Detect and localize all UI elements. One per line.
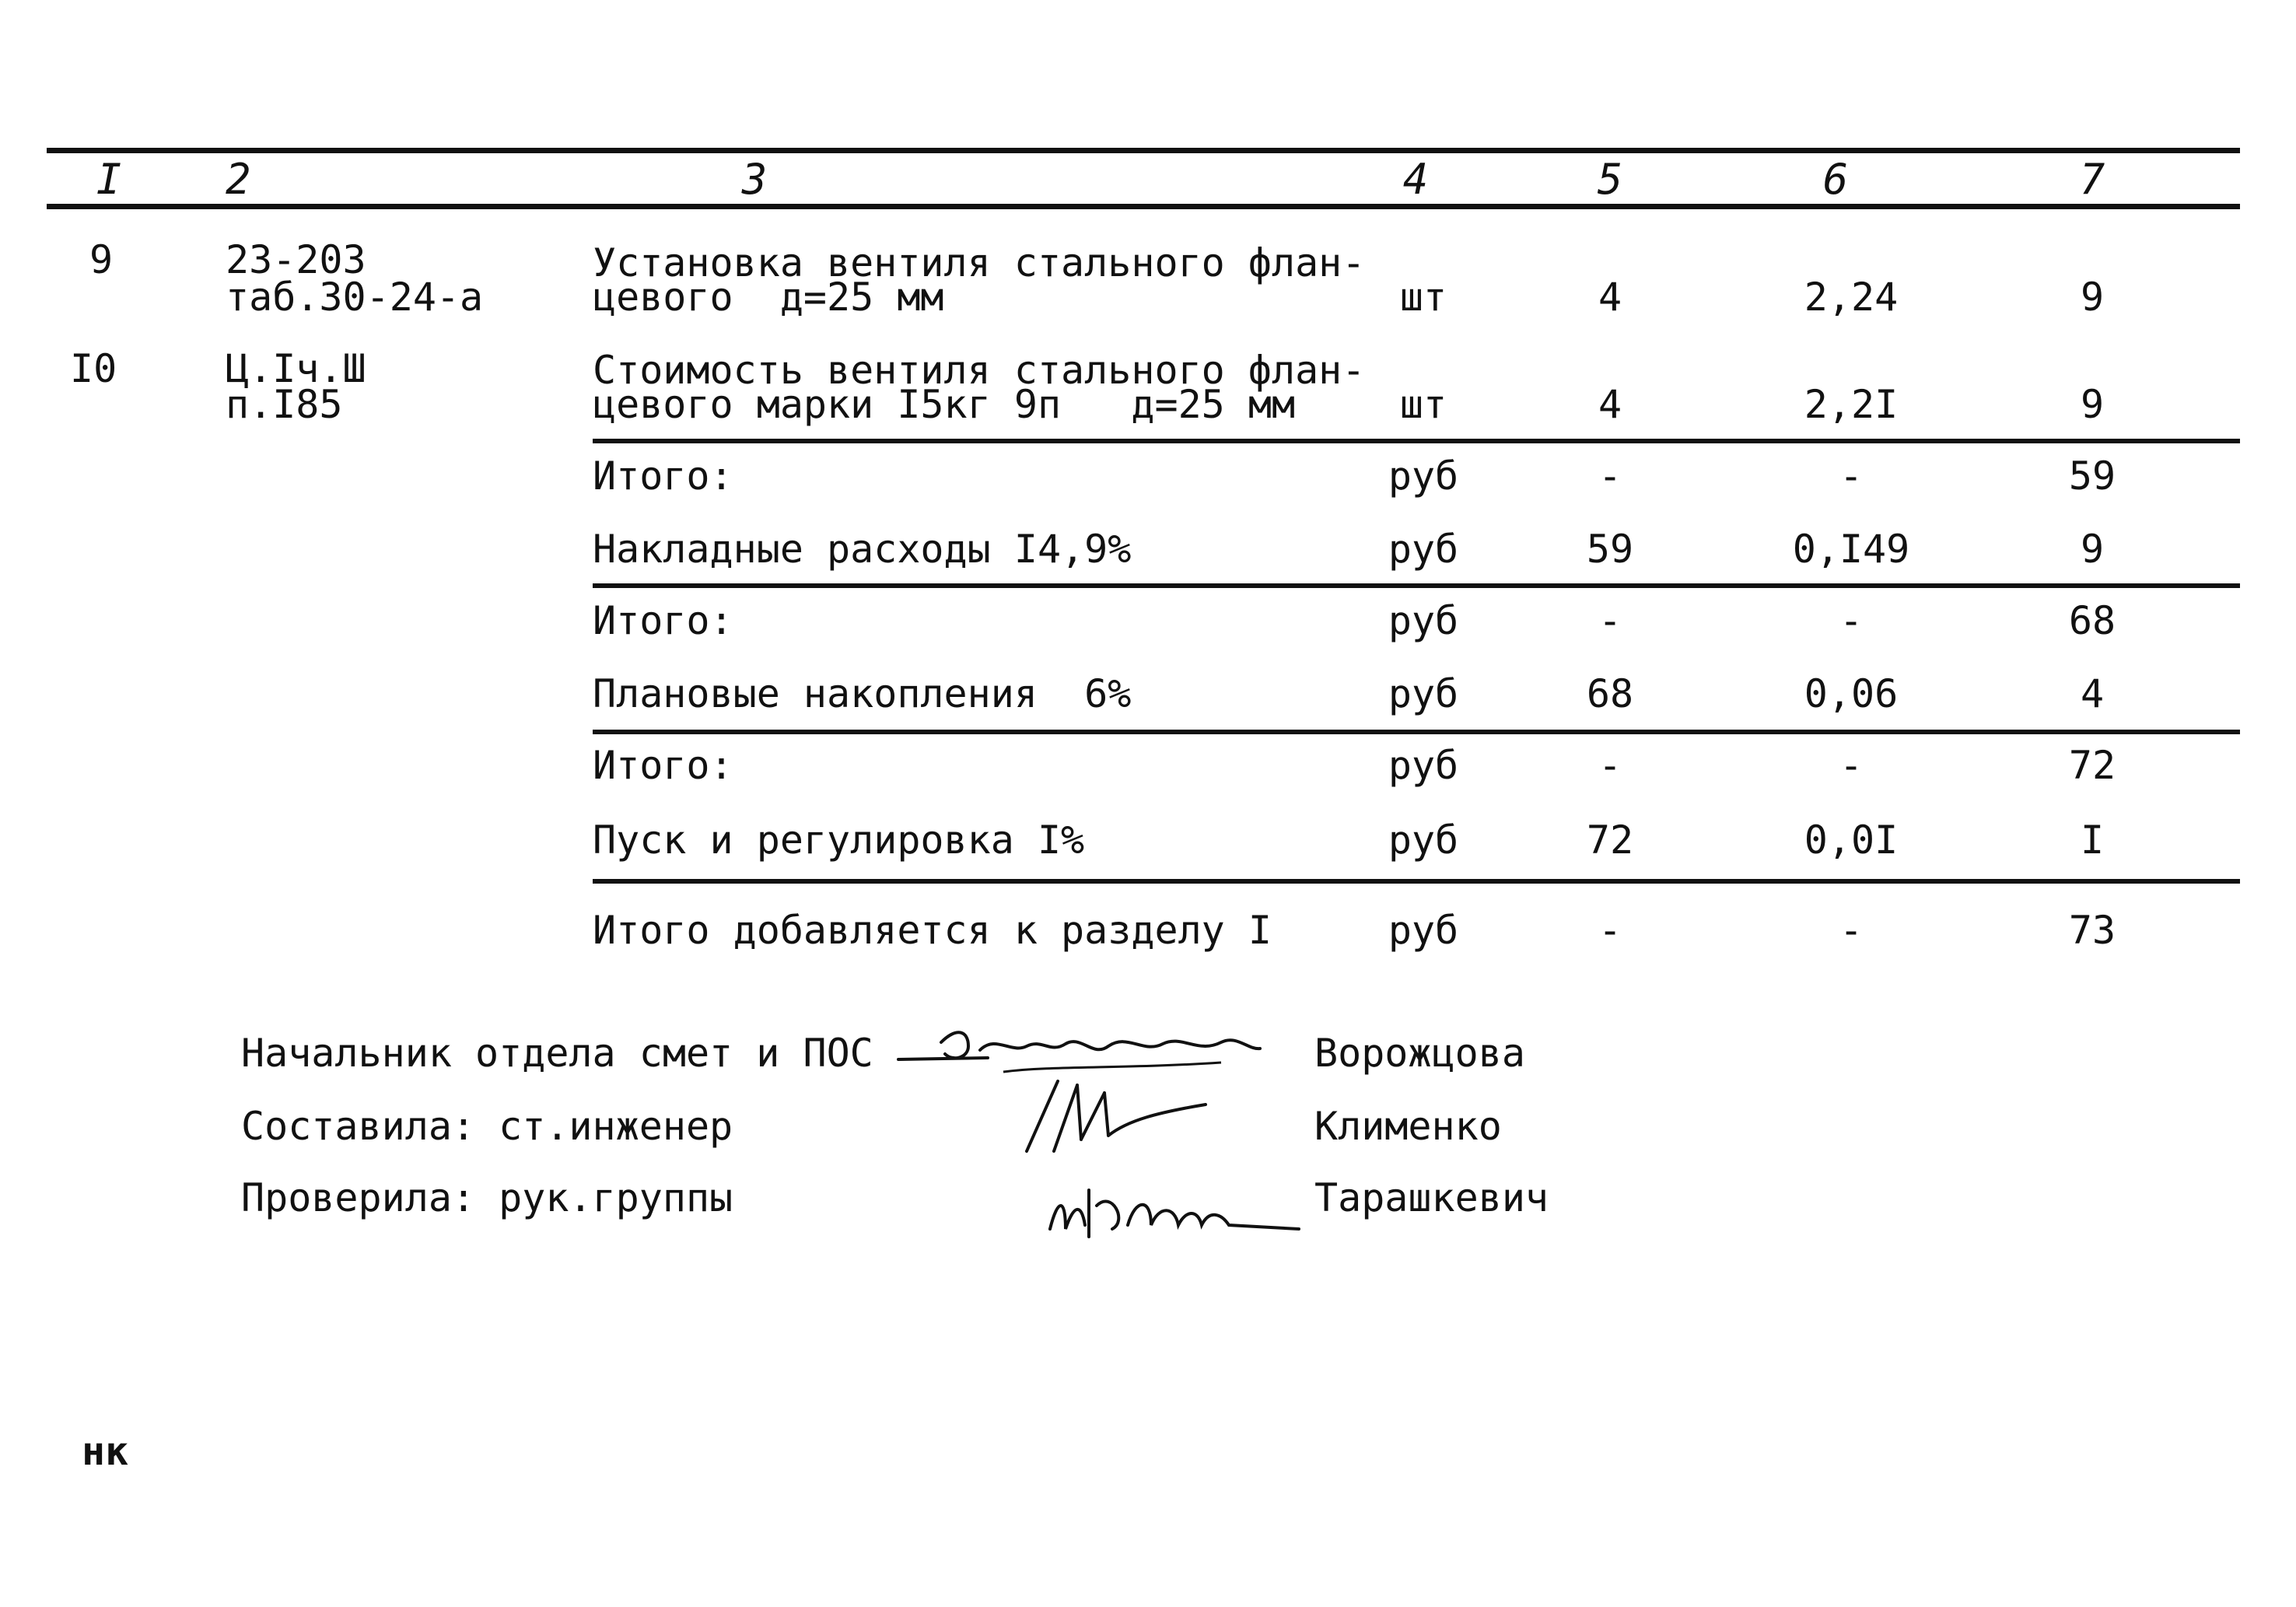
summary-quantity: - <box>1598 743 1622 788</box>
summary-quantity: 72 <box>1586 818 1634 863</box>
item-description-line: цевого марки I5кг 9п д=25 мм <box>593 382 1296 427</box>
signatory-role: Начальник отдела смет и ПОС <box>241 1031 873 1076</box>
signatory-name: Ворожцова <box>1314 1031 1525 1076</box>
grand-total-price: - <box>1839 908 1864 953</box>
item-code-line: Ц.Iч.Ш <box>226 346 366 391</box>
grand-total-unit: руб <box>1388 908 1459 953</box>
handwritten-signature-icon <box>1011 1066 1244 1159</box>
item-code-line: п.I85 <box>226 382 343 427</box>
summary-unit: руб <box>1388 743 1459 788</box>
item-quantity: 4 <box>1598 382 1622 427</box>
item-price: 2,2I <box>1804 382 1899 427</box>
summary-price: 0,I49 <box>1792 527 1910 572</box>
grand-total-label: Итого добавляется к разделу I <box>593 908 1272 953</box>
summary-price: - <box>1839 453 1864 499</box>
signatory-role: Проверила: рук.группы <box>241 1175 733 1220</box>
item-total: 9 <box>2080 275 2105 320</box>
column-header-4: 4 <box>1402 155 1429 204</box>
summary-label: Итого: <box>593 598 733 643</box>
subtotal-rule <box>593 730 2240 734</box>
summary-unit: руб <box>1388 818 1459 863</box>
item-quantity: 4 <box>1598 275 1622 320</box>
summary-price: - <box>1839 743 1864 788</box>
summary-unit: руб <box>1388 453 1459 499</box>
summary-total: 59 <box>2068 453 2116 499</box>
summary-quantity: - <box>1598 453 1622 499</box>
column-header-7: 7 <box>2079 155 2105 204</box>
summary-quantity: 68 <box>1586 671 1634 716</box>
summary-label: Плановые накопления 6% <box>593 671 1132 716</box>
signatory-name: Тарашкевич <box>1314 1175 1549 1220</box>
signature-tarashkevich <box>1042 1167 1307 1252</box>
item-price: 2,24 <box>1804 275 1899 320</box>
summary-price: 0,0I <box>1804 818 1899 863</box>
item-total: 9 <box>2080 382 2105 427</box>
summary-total: I <box>2080 818 2105 863</box>
subtotal-rule <box>593 439 2240 443</box>
summary-unit: руб <box>1388 598 1459 643</box>
column-header-3: 3 <box>741 155 768 204</box>
column-header-6: 6 <box>1822 155 1849 204</box>
item-unit: шт <box>1399 382 1447 427</box>
final-total-rule <box>593 879 2240 884</box>
summary-unit: руб <box>1388 671 1459 716</box>
item-code-line: 23-203 <box>226 237 366 282</box>
signature-klimenko <box>1011 1066 1244 1159</box>
summary-total: 68 <box>2068 598 2116 643</box>
summary-quantity: 59 <box>1586 527 1634 572</box>
item-description-line: Установка вентиля стального флан- <box>593 240 1366 285</box>
grand-total-quantity: - <box>1598 908 1622 953</box>
item-description-line: Стоимость вентиля стального флан- <box>593 348 1366 393</box>
summary-label: Итого: <box>593 743 733 788</box>
summary-unit: руб <box>1388 527 1459 572</box>
signatory-role: Составила: ст.инженер <box>241 1104 733 1149</box>
column-header-1: I <box>96 155 122 204</box>
summary-label: Итого: <box>593 453 733 499</box>
column-header-2: 2 <box>226 155 251 204</box>
signatory-name: Клименко <box>1314 1104 1502 1149</box>
item-number: 9 <box>89 237 114 282</box>
grand-total-value: 73 <box>2068 908 2116 953</box>
summary-label: Накладные расходы I4,9% <box>593 527 1132 572</box>
summary-total: 72 <box>2068 743 2116 788</box>
item-code-line: таб.30-24-а <box>226 275 484 320</box>
item-description-line: цевого д=25 мм <box>593 275 944 320</box>
item-unit: шт <box>1399 275 1447 320</box>
summary-label: Пуск и регулировка I% <box>593 818 1085 863</box>
summary-price: - <box>1839 598 1864 643</box>
footer-mark: нк <box>82 1429 129 1474</box>
column-header-5: 5 <box>1597 155 1623 204</box>
summary-price: 0,06 <box>1804 671 1899 716</box>
subtotal-rule <box>593 583 2240 588</box>
header-bottom-rule <box>47 204 2240 209</box>
handwritten-signature-icon <box>1042 1167 1307 1252</box>
summary-total: 4 <box>2080 671 2105 716</box>
summary-quantity: - <box>1598 598 1622 643</box>
header-top-rule <box>47 148 2240 153</box>
summary-total: 9 <box>2080 527 2105 572</box>
item-number: I0 <box>70 346 117 391</box>
